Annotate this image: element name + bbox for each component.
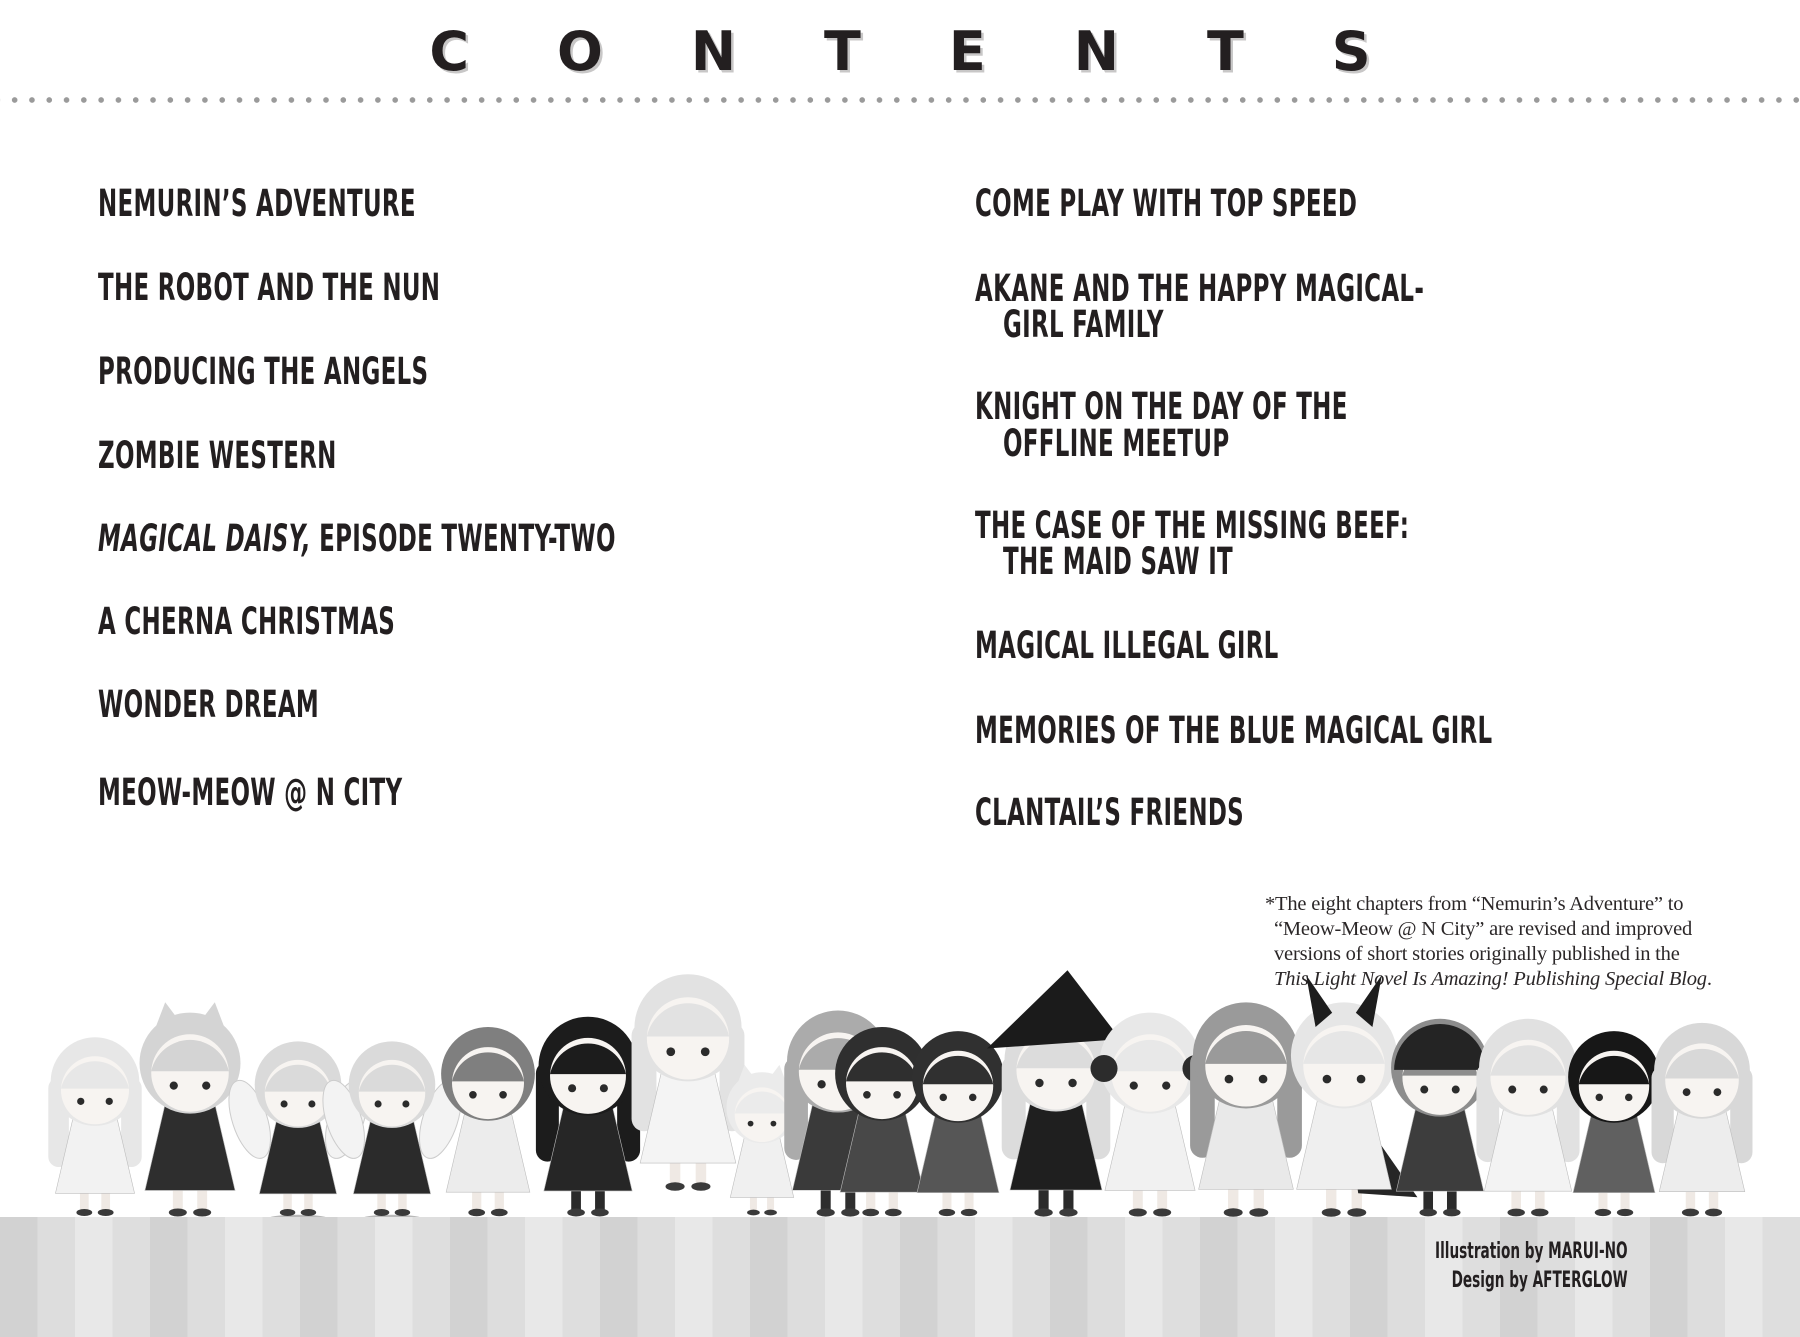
toc-entry-right-7: CLANTAIL’S FRIENDS bbox=[975, 791, 1245, 834]
footnote-line-2: “Meow-Meow @ N City” are revised and improved bbox=[1274, 918, 1693, 940]
toc-entry-right-2-line2: GIRL FAMILY bbox=[1003, 303, 1164, 346]
toc-entry-left-8: MEOW-MEOW @ N CITY bbox=[98, 771, 403, 814]
toc-entry-left-5 bbox=[98, 517, 616, 560]
page-title: CONTENTS bbox=[429, 20, 1459, 83]
toc-entry-right-1: COME PLAY WITH TOP SPEED bbox=[975, 182, 1358, 225]
toc-entry-right-4: THE CASE OF THE MISSING BEEF: bbox=[975, 504, 1410, 547]
toc-entry-right-3: KNIGHT ON THE DAY OF THE bbox=[975, 385, 1348, 428]
toc-entry-left-4: ZOMBIE WESTERN bbox=[98, 434, 337, 477]
footnote-italic-title: This Light Novel Is Amazing! Publishing Special Blog bbox=[1274, 968, 1707, 990]
toc-entry-right-5: MAGICAL ILLEGAL GIRL bbox=[975, 624, 1279, 667]
toc-entry-italic-part: MAGICAL DAISY, bbox=[98, 517, 311, 560]
chibi-characters-illustration bbox=[0, 950, 1800, 1217]
toc-entry-left-7: WONDER DREAM bbox=[98, 683, 320, 726]
toc-entry-right-4-line2: THE MAID SAW IT bbox=[1003, 540, 1234, 583]
toc-entry-right-3-line2: OFFLINE MEETUP bbox=[1003, 422, 1230, 465]
toc-entry-left-3: PRODUCING THE ANGELS bbox=[98, 350, 429, 393]
illustration-credit: Illustration by MARUI-NO bbox=[1435, 1239, 1628, 1264]
toc-entry-left-6: A CHERNA CHRISTMAS bbox=[98, 600, 396, 643]
footnote-period: . bbox=[1706, 968, 1712, 990]
toc-entry-left-1: NEMURIN’S ADVENTURE bbox=[98, 182, 416, 225]
footnote-line-1: *The eight chapters from “Nemurin’s Adventure” to bbox=[1265, 893, 1684, 915]
credits bbox=[1435, 1237, 1628, 1295]
toc-entry-left-2: THE ROBOT AND THE NUN bbox=[98, 266, 441, 309]
toc-entry-right-2: AKANE AND THE HAPPY MAGICAL- bbox=[975, 267, 1425, 310]
dotted-divider bbox=[0, 94, 1800, 106]
toc-entry-regular-part: EPISODE TWENTY-TWO bbox=[310, 517, 616, 560]
design-credit: Design by AFTERGLOW bbox=[1451, 1268, 1628, 1293]
footnote-line-3: versions of short stories originally published in the bbox=[1274, 943, 1680, 965]
toc-entry-right-6: MEMORIES OF THE BLUE MAGICAL GIRL bbox=[975, 709, 1493, 752]
